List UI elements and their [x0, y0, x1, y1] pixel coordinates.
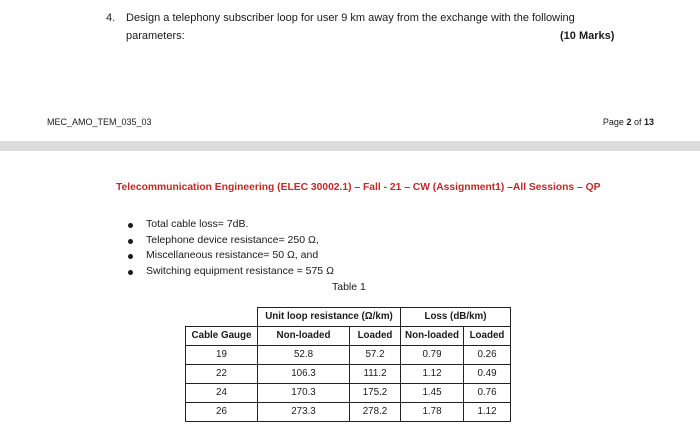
question-text-line2: parameters:	[126, 30, 185, 42]
table-row	[186, 365, 511, 384]
cell-loss-loaded: 1.12	[464, 403, 511, 422]
question-text-line1: Design a telephony subscriber loop for user 9 km away from the exchange with the following	[126, 12, 575, 24]
table-row	[186, 384, 511, 403]
bullet-icon	[128, 270, 133, 275]
cell-loss-loaded: 0.49	[464, 365, 511, 384]
parameter-item: Total cable loss= 7dB.	[126, 217, 334, 233]
col-header-loss-nonloaded: Non-loaded	[401, 327, 464, 346]
table-empty-corner	[186, 308, 258, 327]
question-marks: (10 Marks)	[560, 30, 615, 42]
cell-resistance-nonloaded: 106.3	[258, 365, 350, 384]
page-separator	[0, 141, 700, 151]
cell-resistance-nonloaded: 52.8	[258, 346, 350, 365]
cell-resistance-loaded: 111.2	[350, 365, 401, 384]
parameter-item: Telephone device resistance= 250 Ω,	[126, 233, 334, 249]
cable-gauge-table	[185, 307, 511, 422]
bullet-icon	[128, 254, 133, 259]
cell-loss-nonloaded: 0.79	[401, 346, 464, 365]
col-header-cable-gauge: Cable Gauge	[186, 327, 258, 346]
cell-loss-loaded: 0.26	[464, 346, 511, 365]
cell-gauge: 24	[186, 384, 258, 403]
cell-resistance-nonloaded: 170.3	[258, 384, 350, 403]
page-number: Page 2 of 13	[602, 117, 654, 127]
cell-gauge: 26	[186, 403, 258, 422]
bullet-icon	[128, 223, 133, 228]
table-row	[186, 346, 511, 365]
col-header-resistance-nonloaded: Non-loaded	[258, 327, 350, 346]
parameter-item: Miscellaneous resistance= 50 Ω, and	[126, 248, 334, 264]
cell-gauge: 22	[186, 365, 258, 384]
cell-resistance-loaded: 278.2	[350, 403, 401, 422]
col-header-loss-loaded: Loaded	[464, 327, 511, 346]
bullet-icon	[128, 239, 133, 244]
cell-resistance-nonloaded: 273.3	[258, 403, 350, 422]
cell-gauge: 19	[186, 346, 258, 365]
table-group-header-row	[186, 308, 511, 327]
question-number: 4.	[106, 12, 116, 24]
table-row	[186, 403, 511, 422]
cell-loss-loaded: 0.76	[464, 384, 511, 403]
cell-loss-nonloaded: 1.12	[401, 365, 464, 384]
parameter-item: Switching equipment resistance = 575 Ω	[126, 264, 334, 280]
group-header-resistance: Unit loop resistance (Ω/km)	[258, 308, 401, 327]
cell-resistance-loaded: 57.2	[350, 346, 401, 365]
cell-resistance-loaded: 175.2	[350, 384, 401, 403]
group-header-loss: Loss (dB/km)	[401, 308, 511, 327]
cell-loss-nonloaded: 1.45	[401, 384, 464, 403]
table-column-header-row	[186, 327, 511, 346]
table-caption: Table 1	[332, 281, 366, 293]
parameter-list	[126, 217, 334, 279]
col-header-resistance-loaded: Loaded	[350, 327, 401, 346]
document-code: MEC_AMO_TEM_035_03	[47, 117, 152, 127]
page-upper	[0, 0, 700, 141]
cell-loss-nonloaded: 1.78	[401, 403, 464, 422]
page-header-title: Telecommunication Engineering (ELEC 30002.1) – Fall - 21 – CW (Assignment1) –All Sessions – QP	[116, 182, 601, 193]
